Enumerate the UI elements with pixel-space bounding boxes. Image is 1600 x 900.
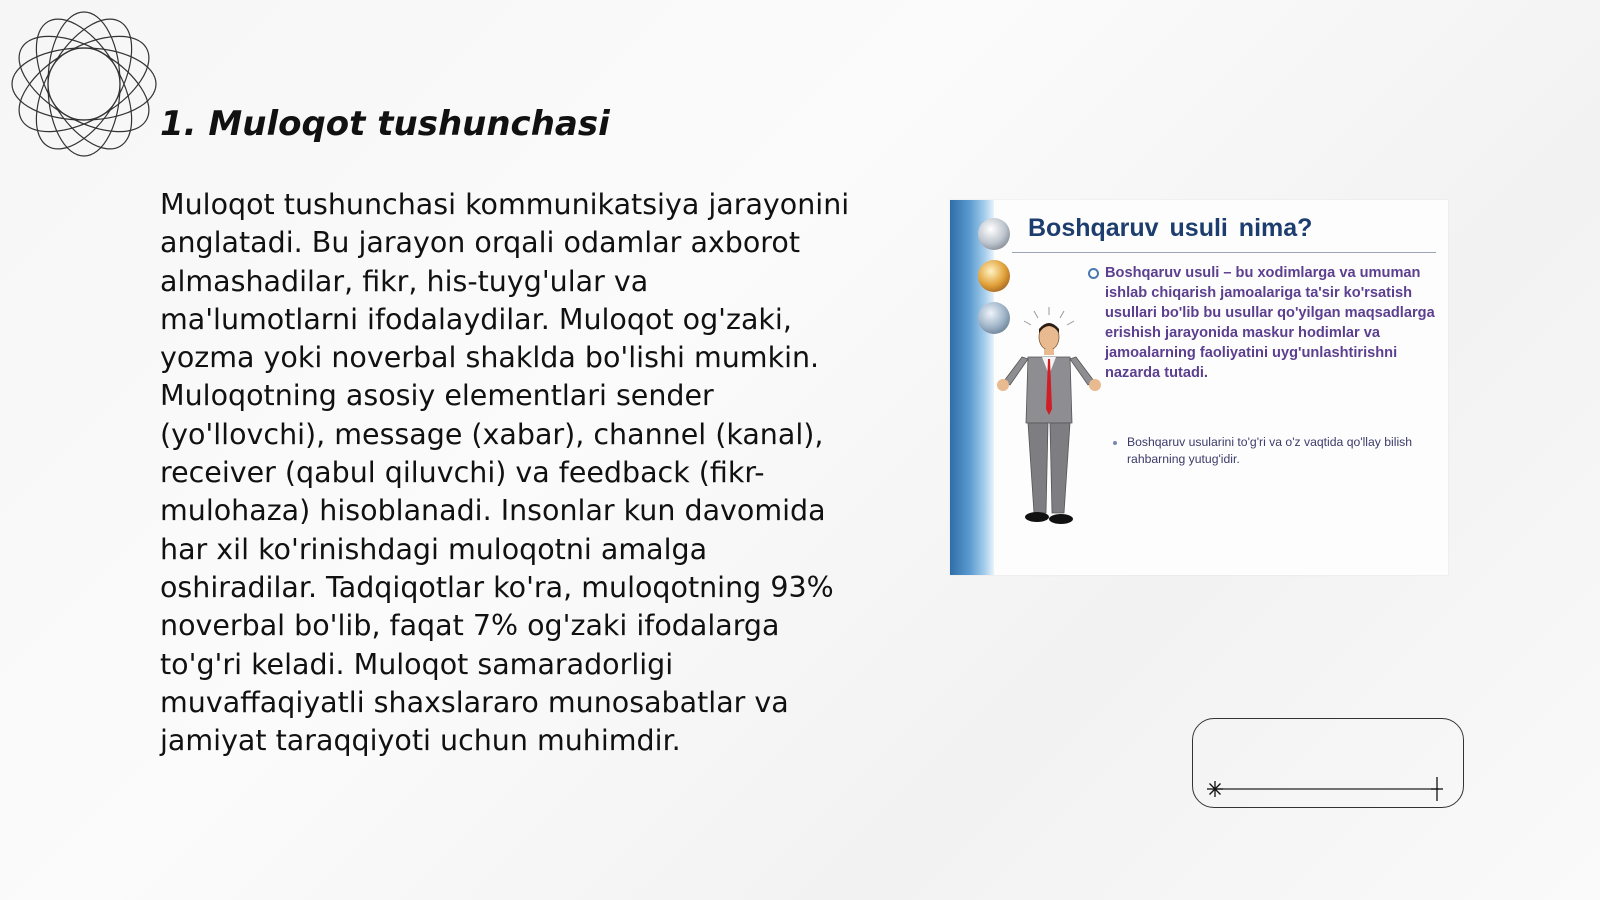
- slide-sub-text: Boshqaruv usularini to'g'ri va o'z vaqtida qo'llay bilish rahbarning yutug'idir.: [1127, 435, 1413, 466]
- slide-side-bar: [950, 200, 994, 575]
- businessman-illustration: [994, 305, 1104, 535]
- timeline-box: [1192, 718, 1464, 808]
- page-title: 1. Muloqot tushunchasi: [160, 104, 610, 144]
- slide-divider: [1012, 252, 1436, 253]
- timeline-star-icon: [1207, 781, 1223, 797]
- slide-main-bullet-icon: [1088, 268, 1099, 279]
- slide-title: Boshqaruv usuli nima?: [1028, 214, 1313, 242]
- slide-image: [950, 200, 1448, 575]
- slide-main-text: Boshqaruv usuli – bu xodimlarga va umuman ishlab chiqarish jamoalariga ta'sir ko'rsatish usullari bo'lib bu usullar qo'yilgan maqsadlarga erishish jarayonida maskur hodimlar va jamoalarning faoliyatini uyg'unlashtirishni nazarda tutadi.: [1105, 265, 1435, 381]
- slide-sub-bullet-icon: [1113, 441, 1117, 445]
- slide-bullet-icon: [978, 260, 1010, 292]
- slide-bullet-icon: [978, 218, 1010, 250]
- timeline-line: [1193, 719, 1465, 809]
- timeline-cross-icon: [1431, 777, 1443, 801]
- body-paragraph: Muloqot tushunchasi kommunikatsiya jarayonini anglatadi. Bu jarayon orqali odamlar axborot almashadilar, fikr, his-tuyg'ular va ma'lumotlarni ifodalaydilar. Muloqot og'zaki, yozma yoki noverbal shaklda bo'lishi mumkin. Muloqotning asosiy elementlari sender (yo'llovchi), message (xabar), channel (kanal), receiver (qabul qiluvchi) va feedback (fikr-mulohaza) hisoblanadi. Insonlar kun davomida har xil ko'rinishdagi muloqotni amalga oshiradilar. Tadqiqotlar ko'ra, muloqotning 93% noverbal bo'lib, faqat 7% og'zaki ifodalarga to'g'ri keladi. Muloqot samaradorligi muvaffaqiyatli shaxslararo munosabatlar va jamiyat taraqqiyoti uchun muhimdir.: [160, 188, 850, 758]
- decorative-rings-icon: [10, 10, 158, 158]
